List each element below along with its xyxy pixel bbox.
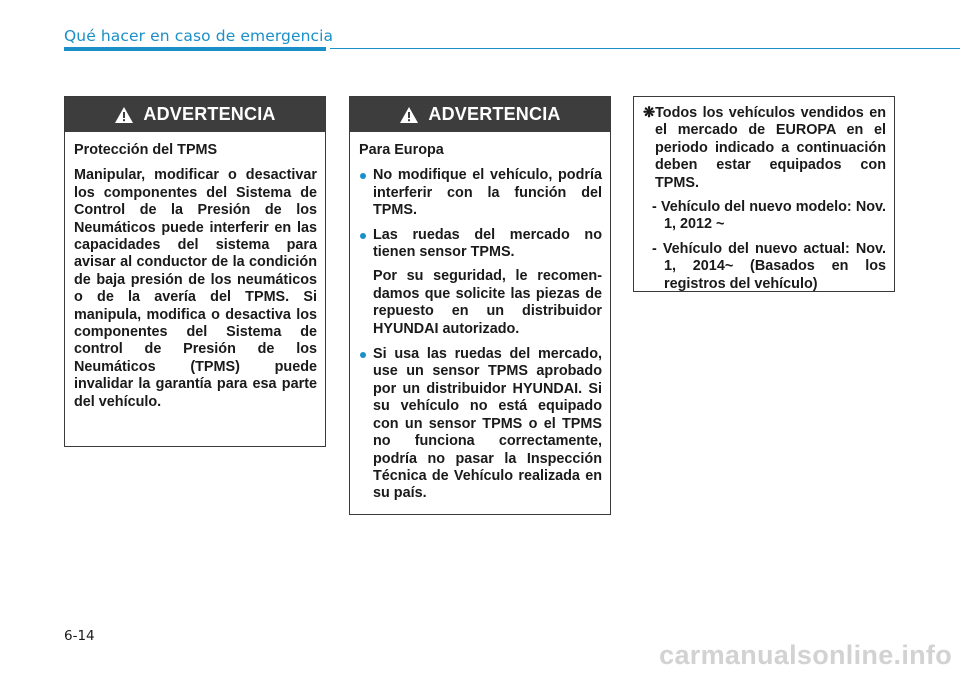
warning-box-europe (349, 96, 611, 515)
section-title: Qué hacer en caso de emergencia (64, 27, 334, 45)
warning-bullet-list (359, 346, 602, 503)
warning-header (65, 97, 325, 132)
bullet-item: Si usa las ruedas del mercado, use un sensor TPMS aprobado por un distribuidor HYUNDAI. Si su vehículo no está equipado con un sensor TPMS o el TPMS no funciona correctamente, podría no pasar la Inspección Técnica de Vehículo realizada en su país. (359, 346, 602, 503)
warning-header (350, 97, 610, 132)
header-rule-thick (64, 47, 326, 51)
warning-heading: ADVERTENCIA (143, 104, 276, 124)
note-item: - Vehículo del nuevo actual: Nov. 1, 2014~ (Basados en los registros del vehículo) (652, 240, 886, 292)
warning-subtitle: Protección del TPMS (74, 142, 218, 158)
warning-subtitle: Para Europa (359, 142, 444, 158)
note-item: - Vehículo del nuevo modelo: Nov. 1, 2012 ~ (652, 199, 886, 233)
note-symbol-icon: ❋ (643, 105, 656, 121)
warning-triangle-icon (114, 106, 134, 124)
header-rule-thin (330, 48, 960, 49)
bullet-sub-paragraph: Por su seguridad, le recomen-damos que solicite las piezas de repuesto en un distribuidor HYUNDAI autorizado. (373, 268, 602, 337)
warning-bullet-list (359, 167, 602, 261)
note-text-line (643, 105, 886, 192)
warning-body: Manipular, modificar o desactivar los componentes del Sistema de Control de la Presión de los Neumáticos puede interferir en las capacidades del sistema para avisar al conductor de la condición de baja presión de los neumáticos o de la avería del TPMS. Si manipula, modifica o desactiva los componentes del Sistema de control de Presión de los Neumáticos (TPMS) puede invalidar la garantía para esa parte del vehículo. (74, 167, 317, 410)
watermark: carmanualsonline.info (659, 640, 952, 670)
note-box (633, 96, 895, 292)
warning-triangle-icon (399, 106, 419, 124)
warning-heading: ADVERTENCIA (428, 104, 561, 124)
page-number: 6-14 (64, 628, 95, 644)
bullet-item: No modifique el vehículo, podría interferir con la función del TPMS. (359, 167, 602, 219)
warning-box-tpms-protection (64, 96, 326, 447)
note-text: Todos los vehículos vendidos en el mercado de EUROPA en el periodo indicado a continuación deben estar equipados con TPMS. (655, 105, 886, 191)
bullet-item: Las ruedas del mercado no tienen sensor TPMS. (359, 227, 602, 262)
